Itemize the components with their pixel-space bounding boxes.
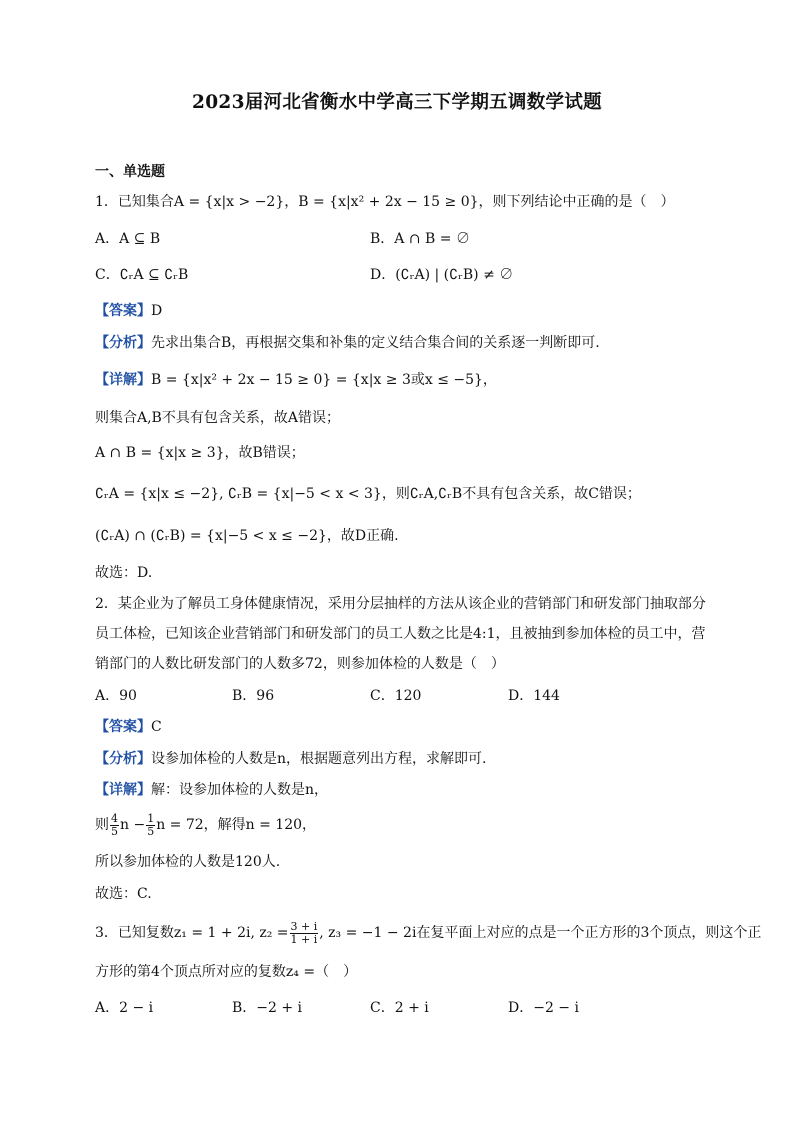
- fraction-4-5: [110, 813, 119, 838]
- q1-detail: [95, 370, 497, 390]
- equation-prefix: 则: [95, 817, 109, 833]
- q2-option-a: A．90: [95, 688, 137, 704]
- analysis-tag: 【分析】: [95, 751, 151, 767]
- q2-answer: [95, 717, 162, 737]
- q3-option-c: C．2 + i: [370, 1000, 429, 1016]
- fraction-numerator: 1: [147, 811, 155, 825]
- answer-tag: 【答案】: [95, 303, 151, 319]
- q2-detail: [95, 780, 328, 800]
- fraction-denominator: 5: [147, 824, 155, 838]
- q3-stem-line-2: 方形的第4个顶点所对应的复数z₄ =（ ）: [95, 964, 358, 980]
- q3-option-a: A．2 − i: [95, 1000, 154, 1016]
- q1-option-b: B．A ∩ B = ∅: [370, 231, 470, 247]
- q2-choice: 故选：C.: [95, 886, 152, 902]
- answer-value: C: [151, 719, 162, 735]
- page-title: 2023届河北省衡水中学高三下学期五调数学试题: [192, 92, 602, 113]
- detail-tag: 【详解】: [95, 372, 151, 388]
- fraction-denominator: 1 + i: [290, 932, 318, 946]
- q3-stem-line-1: [95, 918, 761, 948]
- q1-detail-line-3: A ∩ B = {x|x ≥ 3}，故B错误；: [95, 445, 305, 461]
- q1-answer: [95, 301, 162, 321]
- equation-middle: n −: [120, 817, 146, 833]
- q3-fraction: [290, 921, 319, 946]
- analysis-tag: 【分析】: [95, 335, 151, 351]
- q1-detail-line-2: 则集合A,B不具有包含关系，故A错误；: [95, 410, 340, 426]
- q2-stem-line-2: 员工体检，已知该企业营销部门和研发部门的员工人数之比是4:1，且被抽到参加体检的员工中，营: [95, 626, 706, 642]
- detail-text: 解：设参加体检的人数是n，: [151, 782, 329, 798]
- q3-stem-suffix: , z₃ = −1 − 2i在复平面上对应的点是一个正方形的3个顶点，则这个正: [319, 925, 762, 941]
- detail-text: B = {x|x² + 2x − 15 ≥ 0} = {x|x ≥ 3或x ≤ −5}，: [151, 372, 497, 388]
- q2-stem-line-1: 2．某企业为了解员工身体健康情况，采用分层抽样的方法从该企业的营销部门和研发部门抽取部分: [95, 596, 706, 612]
- q2-detail-line-3: 所以参加体检的人数是120人.: [95, 854, 281, 870]
- analysis-text: 先求出集合B，再根据交集和补集的定义结合集合间的关系逐一判断即可.: [151, 335, 600, 351]
- answer-value: D: [151, 303, 163, 319]
- q3-option-b: B．−2 + i: [232, 1000, 303, 1016]
- q2-option-c: C．120: [370, 688, 422, 704]
- q3-option-d: D．−2 − i: [508, 1000, 579, 1016]
- q2-option-b: B．96: [232, 688, 275, 704]
- q2-analysis: [95, 749, 486, 769]
- q2-detail-equation: [95, 810, 316, 840]
- section-heading: 一、单选题: [95, 164, 165, 180]
- q1-option-a: A．A ⊆ B: [95, 231, 161, 247]
- q1-stem: 1．已知集合A = {x|x > −2}，B = {x|x² + 2x − 15 ≥ 0}，则下列结论中正确的是（ ）: [95, 194, 675, 210]
- equation-suffix: n = 72，解得n = 120，: [156, 817, 317, 833]
- q1-analysis: [95, 333, 600, 353]
- fraction-numerator: 3 + i: [290, 919, 318, 933]
- q3-stem-prefix: 3．已知复数z₁ = 1 + 2i, z₂ =: [95, 925, 289, 941]
- fraction-numerator: 4: [111, 811, 118, 825]
- fraction-denominator: 5: [111, 824, 118, 838]
- q1-option-d: D．(∁ᵣA) | (∁ᵣB) ≠ ∅: [370, 267, 514, 283]
- fraction-1-5: [146, 813, 155, 838]
- q1-detail-line-4: ∁ᵣA = {x|x ≤ −2}, ∁ᵣB = {x|−5 < x < 3}，则∁ᵣA,∁ᵣB不具有包含关系，故C错误；: [95, 486, 641, 502]
- detail-tag: 【详解】: [95, 782, 151, 798]
- analysis-text: 设参加体检的人数是n，根据题意列出方程，求解即可.: [151, 751, 487, 767]
- q1-detail-line-5: (∁ᵣA) ∩ (∁ᵣB) = {x|−5 < x ≤ −2}，故D正确.: [95, 528, 399, 544]
- q1-option-c: C．∁ᵣA ⊆ ∁ᵣB: [95, 267, 189, 283]
- q2-option-d: D．144: [508, 688, 560, 704]
- q2-stem-line-3: 销部门的人数比研发部门的人数多72，则参加体检的人数是（ ）: [95, 656, 505, 672]
- answer-tag: 【答案】: [95, 719, 151, 735]
- q1-choice: 故选：D.: [95, 565, 153, 581]
